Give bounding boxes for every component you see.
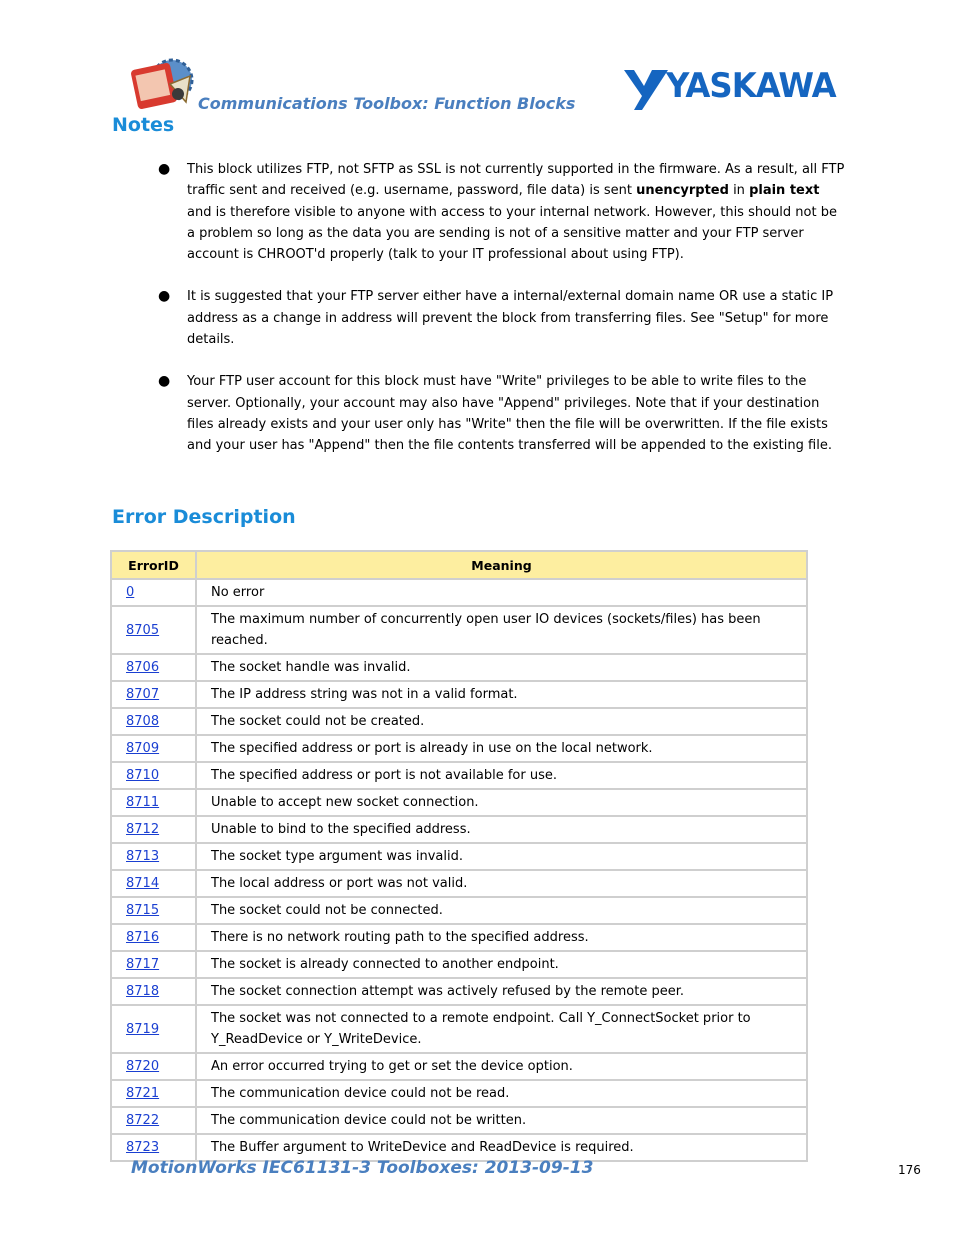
table-row xyxy=(111,708,807,735)
table-row xyxy=(111,1053,807,1080)
table-row xyxy=(111,924,807,951)
error-id-link[interactable]: 8706 xyxy=(126,660,160,675)
error-id-cell xyxy=(111,579,196,606)
error-id-link[interactable]: 8722 xyxy=(126,1113,160,1128)
error-id-cell xyxy=(111,654,196,681)
bullet-icon: ● xyxy=(158,161,171,177)
error-meaning-cell: The IP address string was not in a valid format. xyxy=(196,681,807,708)
table-row xyxy=(111,951,807,978)
error-id-link[interactable]: 8712 xyxy=(126,822,160,837)
error-meaning-cell: The maximum number of concurrently open user IO devices (sockets/files) has been reached. xyxy=(196,606,807,654)
error-meaning-cell: The socket was not connected to a remote endpoint. Call Y_ConnectSocket prior to Y_ReadDevice or Y_WriteDevice. xyxy=(196,1005,807,1053)
table-row xyxy=(111,1107,807,1134)
header-title: Communications Toolbox: Function Blocks xyxy=(198,94,576,113)
column-header-meaning: Meaning xyxy=(196,551,807,579)
error-meaning-cell: There is no network routing path to the specified address. xyxy=(196,924,807,951)
bullet-icon: ● xyxy=(158,373,171,390)
list-item: ● Your FTP user account for this block must have "Write" privileges to be able to write files to the server. Optionally, your account may also have "Append" privileges. Note that if your destination files already exists and your user only has "Write" then the file will be overwritten. If the file exists and your user has "Append" then the file contents transferred will be appended to the existing file. xyxy=(158,373,832,454)
error-meaning-cell: The Buffer argument to WriteDevice and ReadDevice is required. xyxy=(196,1134,807,1161)
table-row xyxy=(111,1005,807,1053)
table-row xyxy=(111,816,807,843)
table-row xyxy=(111,843,807,870)
notes-heading: Notes xyxy=(112,114,175,136)
error-meaning-cell: The socket could not be created. xyxy=(196,708,807,735)
error-id-link[interactable]: 8714 xyxy=(126,876,160,891)
footer-title: MotionWorks IEC61131-3 Toolboxes: 2013-09-13 xyxy=(131,1158,594,1178)
error-table xyxy=(110,550,808,1162)
toolbox-logo-icon xyxy=(130,56,200,112)
brand-name: YASKAWA xyxy=(666,66,836,106)
error-meaning-cell: The specified address or port is not available for use. xyxy=(196,762,807,789)
error-id-cell xyxy=(111,606,196,654)
error-id-cell xyxy=(111,1080,196,1107)
error-id-link[interactable]: 8715 xyxy=(126,903,160,918)
error-id-cell xyxy=(111,789,196,816)
error-id-link[interactable]: 8705 xyxy=(126,622,160,638)
bullet-icon: ● xyxy=(158,288,171,305)
error-id-cell xyxy=(111,870,196,897)
error-id-cell xyxy=(111,708,196,735)
error-id-cell xyxy=(111,816,196,843)
notes-list xyxy=(158,159,846,478)
error-id-link[interactable]: 8721 xyxy=(126,1086,160,1101)
error-id-link[interactable]: 0 xyxy=(126,585,135,600)
table-header-row xyxy=(111,551,807,579)
error-meaning-cell: The local address or port was not valid. xyxy=(196,870,807,897)
error-id-link[interactable]: 8708 xyxy=(126,714,160,729)
page-number: 176 xyxy=(898,1163,921,1177)
error-id-cell xyxy=(111,1134,196,1161)
error-id-link[interactable]: 8710 xyxy=(126,768,160,783)
error-id-link[interactable]: 8717 xyxy=(126,957,160,972)
yaskawa-logo xyxy=(622,66,844,112)
error-table-body xyxy=(111,579,807,1161)
table-row xyxy=(111,654,807,681)
list-item: ● It is suggested that your FTP server either have a internal/external domain name OR use a static IP address as a change in address will prevent the block from transferring files. See "Setup" for more details. xyxy=(158,288,834,348)
error-id-cell xyxy=(111,978,196,1005)
error-id-link[interactable]: 8719 xyxy=(126,1021,160,1037)
error-description-heading: Error Description xyxy=(112,506,296,528)
error-meaning-cell: The socket connection attempt was actively refused by the remote peer. xyxy=(196,978,807,1005)
error-id-cell xyxy=(111,924,196,951)
list-item: ● This block utilizes FTP, not SFTP as SSL is not currently supported in the firmware. As a result, all FTP traffic sent and received (e.g. username, password, file data) is sent unencyrpted in plain text and is therefore visible to anyone with access to your internal network. However, this should not be a problem so long as the data you are sending is not of a sensitive matter and your FTP server account is CHROOT'd properly (talk to your IT professional about using FTP). xyxy=(158,161,845,263)
table-row xyxy=(111,978,807,1005)
error-id-cell xyxy=(111,1053,196,1080)
error-id-cell xyxy=(111,681,196,708)
error-id-link[interactable]: 8709 xyxy=(126,741,160,756)
table-row xyxy=(111,897,807,924)
table-row xyxy=(111,579,807,606)
error-meaning-cell: The socket handle was invalid. xyxy=(196,654,807,681)
error-meaning-cell: The socket type argument was invalid. xyxy=(196,843,807,870)
error-id-cell xyxy=(111,897,196,924)
table-row xyxy=(111,606,807,654)
error-id-cell xyxy=(111,762,196,789)
table-row xyxy=(111,735,807,762)
table-row xyxy=(111,1134,807,1161)
error-meaning-cell: The communication device could not be written. xyxy=(196,1107,807,1134)
error-id-cell xyxy=(111,951,196,978)
error-meaning-cell: Unable to bind to the specified address. xyxy=(196,816,807,843)
error-id-link[interactable]: 8707 xyxy=(126,687,160,702)
error-meaning-cell: The communication device could not be read. xyxy=(196,1080,807,1107)
table-row xyxy=(111,762,807,789)
error-meaning-cell: The socket could not be connected. xyxy=(196,897,807,924)
yaskawa-mark-icon xyxy=(622,66,670,112)
table-row xyxy=(111,870,807,897)
error-id-cell xyxy=(111,1005,196,1053)
error-id-link[interactable]: 8716 xyxy=(126,930,160,945)
table-row xyxy=(111,681,807,708)
error-meaning-cell: No error xyxy=(196,579,807,606)
table-row xyxy=(111,1080,807,1107)
error-id-cell xyxy=(111,735,196,762)
error-id-cell xyxy=(111,1107,196,1134)
error-meaning-cell: Unable to accept new socket connection. xyxy=(196,789,807,816)
error-id-link[interactable]: 8723 xyxy=(126,1140,160,1155)
error-meaning-cell: The specified address or port is already in use on the local network. xyxy=(196,735,807,762)
error-meaning-cell: An error occurred trying to get or set the device option. xyxy=(196,1053,807,1080)
error-meaning-cell: The socket is already connected to another endpoint. xyxy=(196,951,807,978)
error-id-cell xyxy=(111,843,196,870)
error-id-link[interactable]: 8718 xyxy=(126,984,160,999)
error-id-link[interactable]: 8713 xyxy=(126,849,160,864)
error-id-link[interactable]: 8711 xyxy=(126,795,160,810)
table-row xyxy=(111,789,807,816)
column-header-errorid: ErrorID xyxy=(111,551,196,579)
error-id-link[interactable]: 8720 xyxy=(126,1059,160,1074)
